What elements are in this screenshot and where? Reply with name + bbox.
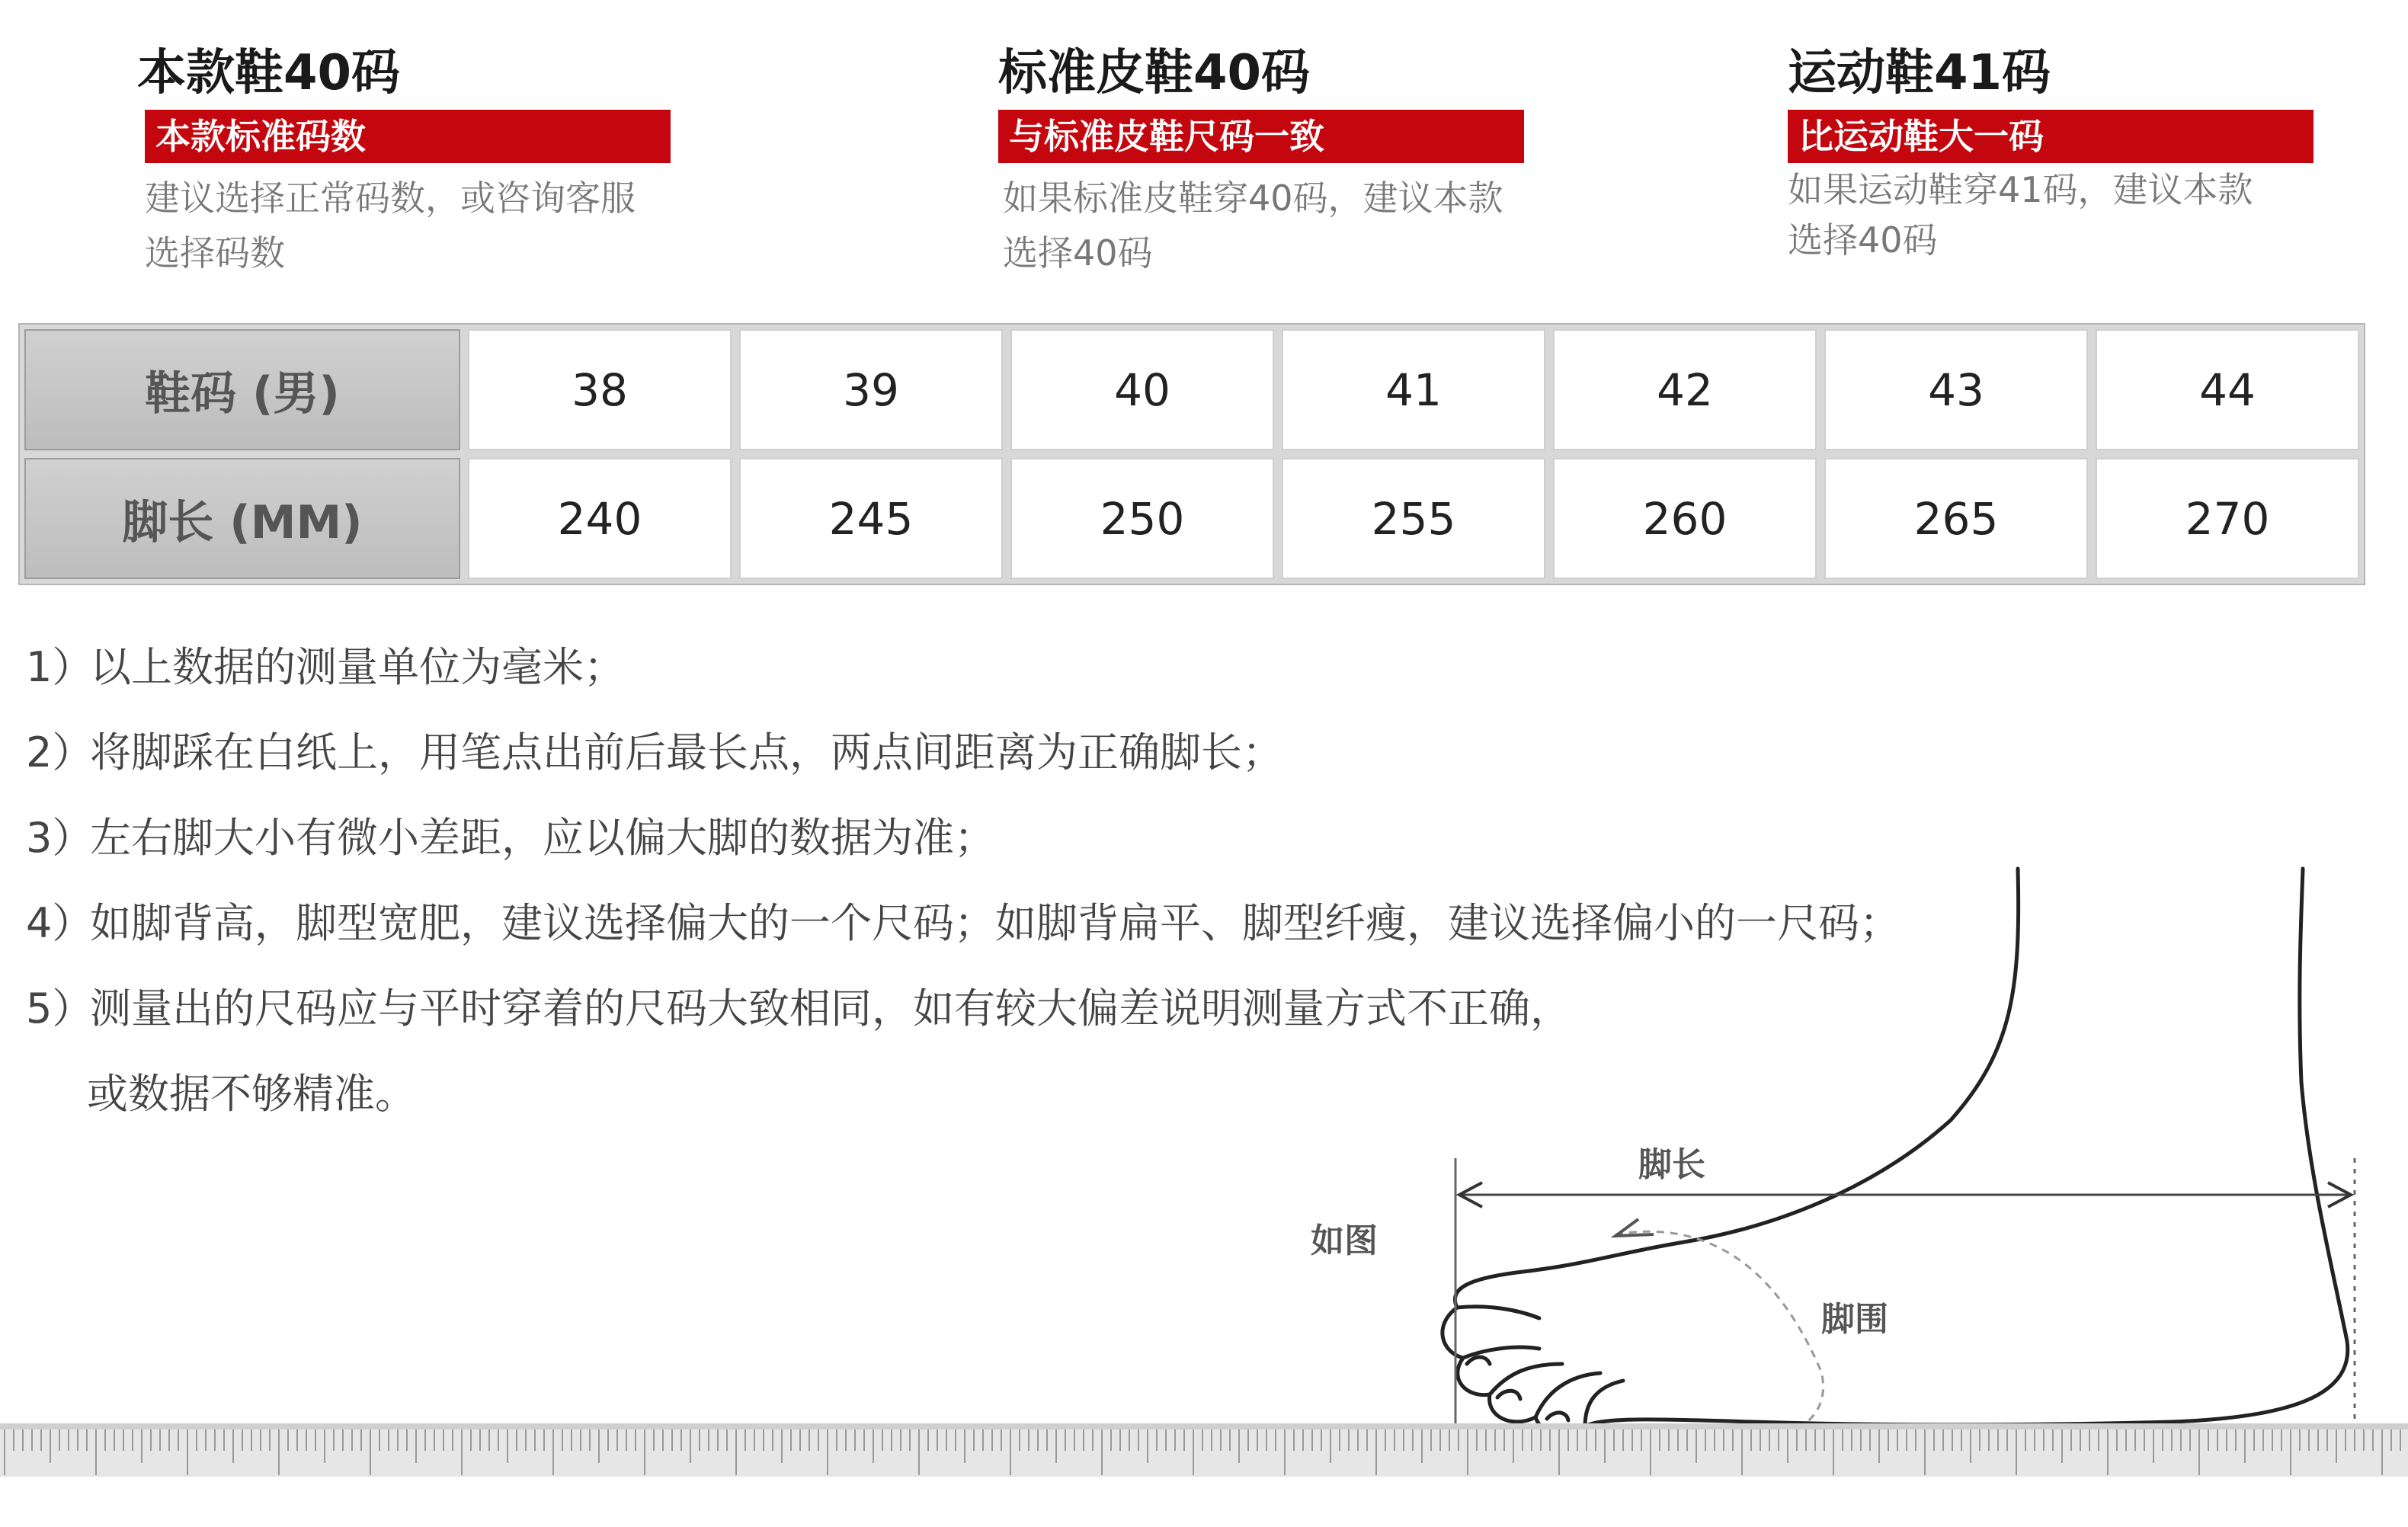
table-cell: 38 [468,329,732,450]
info-desc-line: 选择40码 [1788,219,1938,261]
note-item [26,625,2038,710]
note-text: 以上数据的测量单位为毫米； [90,643,625,691]
info-desc-line: 选择40码 [1003,232,1153,274]
note-number: 4） [26,899,94,947]
info-block-this-shoe [137,34,671,280]
note-number: 3） [26,814,94,862]
info-desc-line: 如果运动鞋穿41码，建议本款 [1788,169,2253,210]
note-text: 如脚背高，脚型宽肥，建议选择偏大的一个尺码；如脚背扁平、脚型纤瘦，建议选择偏小的一尺码； [90,899,1900,947]
info-description [137,171,671,280]
foot-girth-label: 脚围 [1821,1300,1888,1339]
table-cell: 270 [2096,458,2359,579]
note-number: 1） [26,643,94,691]
info-block-leather-shoe [998,34,1524,280]
note-item [26,710,2038,796]
note-text: 左右脚大小有微小差距，应以偏大脚的数据为准； [90,814,995,862]
size-table [18,323,2365,585]
info-banner: 本款标准码数 [145,110,671,163]
info-title: 本款鞋40码 [137,45,401,101]
toenail [1497,1391,1520,1399]
table-cell: 265 [1824,458,2088,579]
foot-girth-arrow [1615,1219,1654,1236]
table-cell: 41 [1282,329,1545,450]
row-header-foot-length: 脚长 (MM) [24,458,460,579]
foot-outline-front [1443,869,2348,1435]
info-desc-line: 建议选择正常码数，或咨询客服 [145,178,636,219]
ruler-strip [0,1423,2408,1477]
toenail [1467,1357,1490,1364]
info-banner: 与标准皮鞋尺码一致 [998,110,1524,163]
table-cell: 255 [1282,458,1545,579]
note-continuation: 或数据不够精准。 [87,1070,416,1118]
table-cell: 260 [1553,458,1817,579]
info-block-sports-shoe [1788,34,2314,265]
toe-crease [1457,1307,1539,1318]
toe-crease [1490,1364,1562,1394]
foot-girth-curve [1615,1231,1824,1433]
table-cell: 240 [468,458,732,579]
info-description [998,171,1524,280]
info-title: 运动鞋41码 [1788,45,2051,101]
table-cell: 40 [1010,329,1274,450]
table-cell: 44 [2096,329,2359,450]
info-banner: 比运动鞋大一码 [1788,110,2314,163]
toe-crease [1535,1373,1600,1417]
table-cell: 39 [739,329,1003,450]
figure-label: 如图 [1311,1221,1378,1260]
info-desc-line: 如果标准皮鞋穿40码，建议本款 [1003,178,1503,219]
foot-measurement-illustration [0,838,2408,1440]
table-cell: 250 [1010,458,1274,579]
table-cell: 42 [1553,329,1817,450]
table-cell: 43 [1824,329,2088,450]
note-number: 2） [26,728,94,776]
info-description [1788,165,2314,265]
note-text: 将脚踩在白纸上，用笔点出前后最长点，两点间距离为正确脚长； [90,728,1283,776]
info-desc-line: 选择码数 [145,232,285,274]
info-title: 标准皮鞋40码 [998,45,1311,101]
note-number: 5） [26,984,94,1032]
foot-length-label: 脚长 [1638,1145,1705,1184]
table-cell: 245 [739,458,1003,579]
row-header-shoe-size: 鞋码 (男) [24,329,460,450]
note-text: 测量出的尺码应与平时穿着的尺码大致相同，如有较大偏差说明测量方式不正确， [90,984,1571,1032]
toenail [1547,1413,1568,1420]
